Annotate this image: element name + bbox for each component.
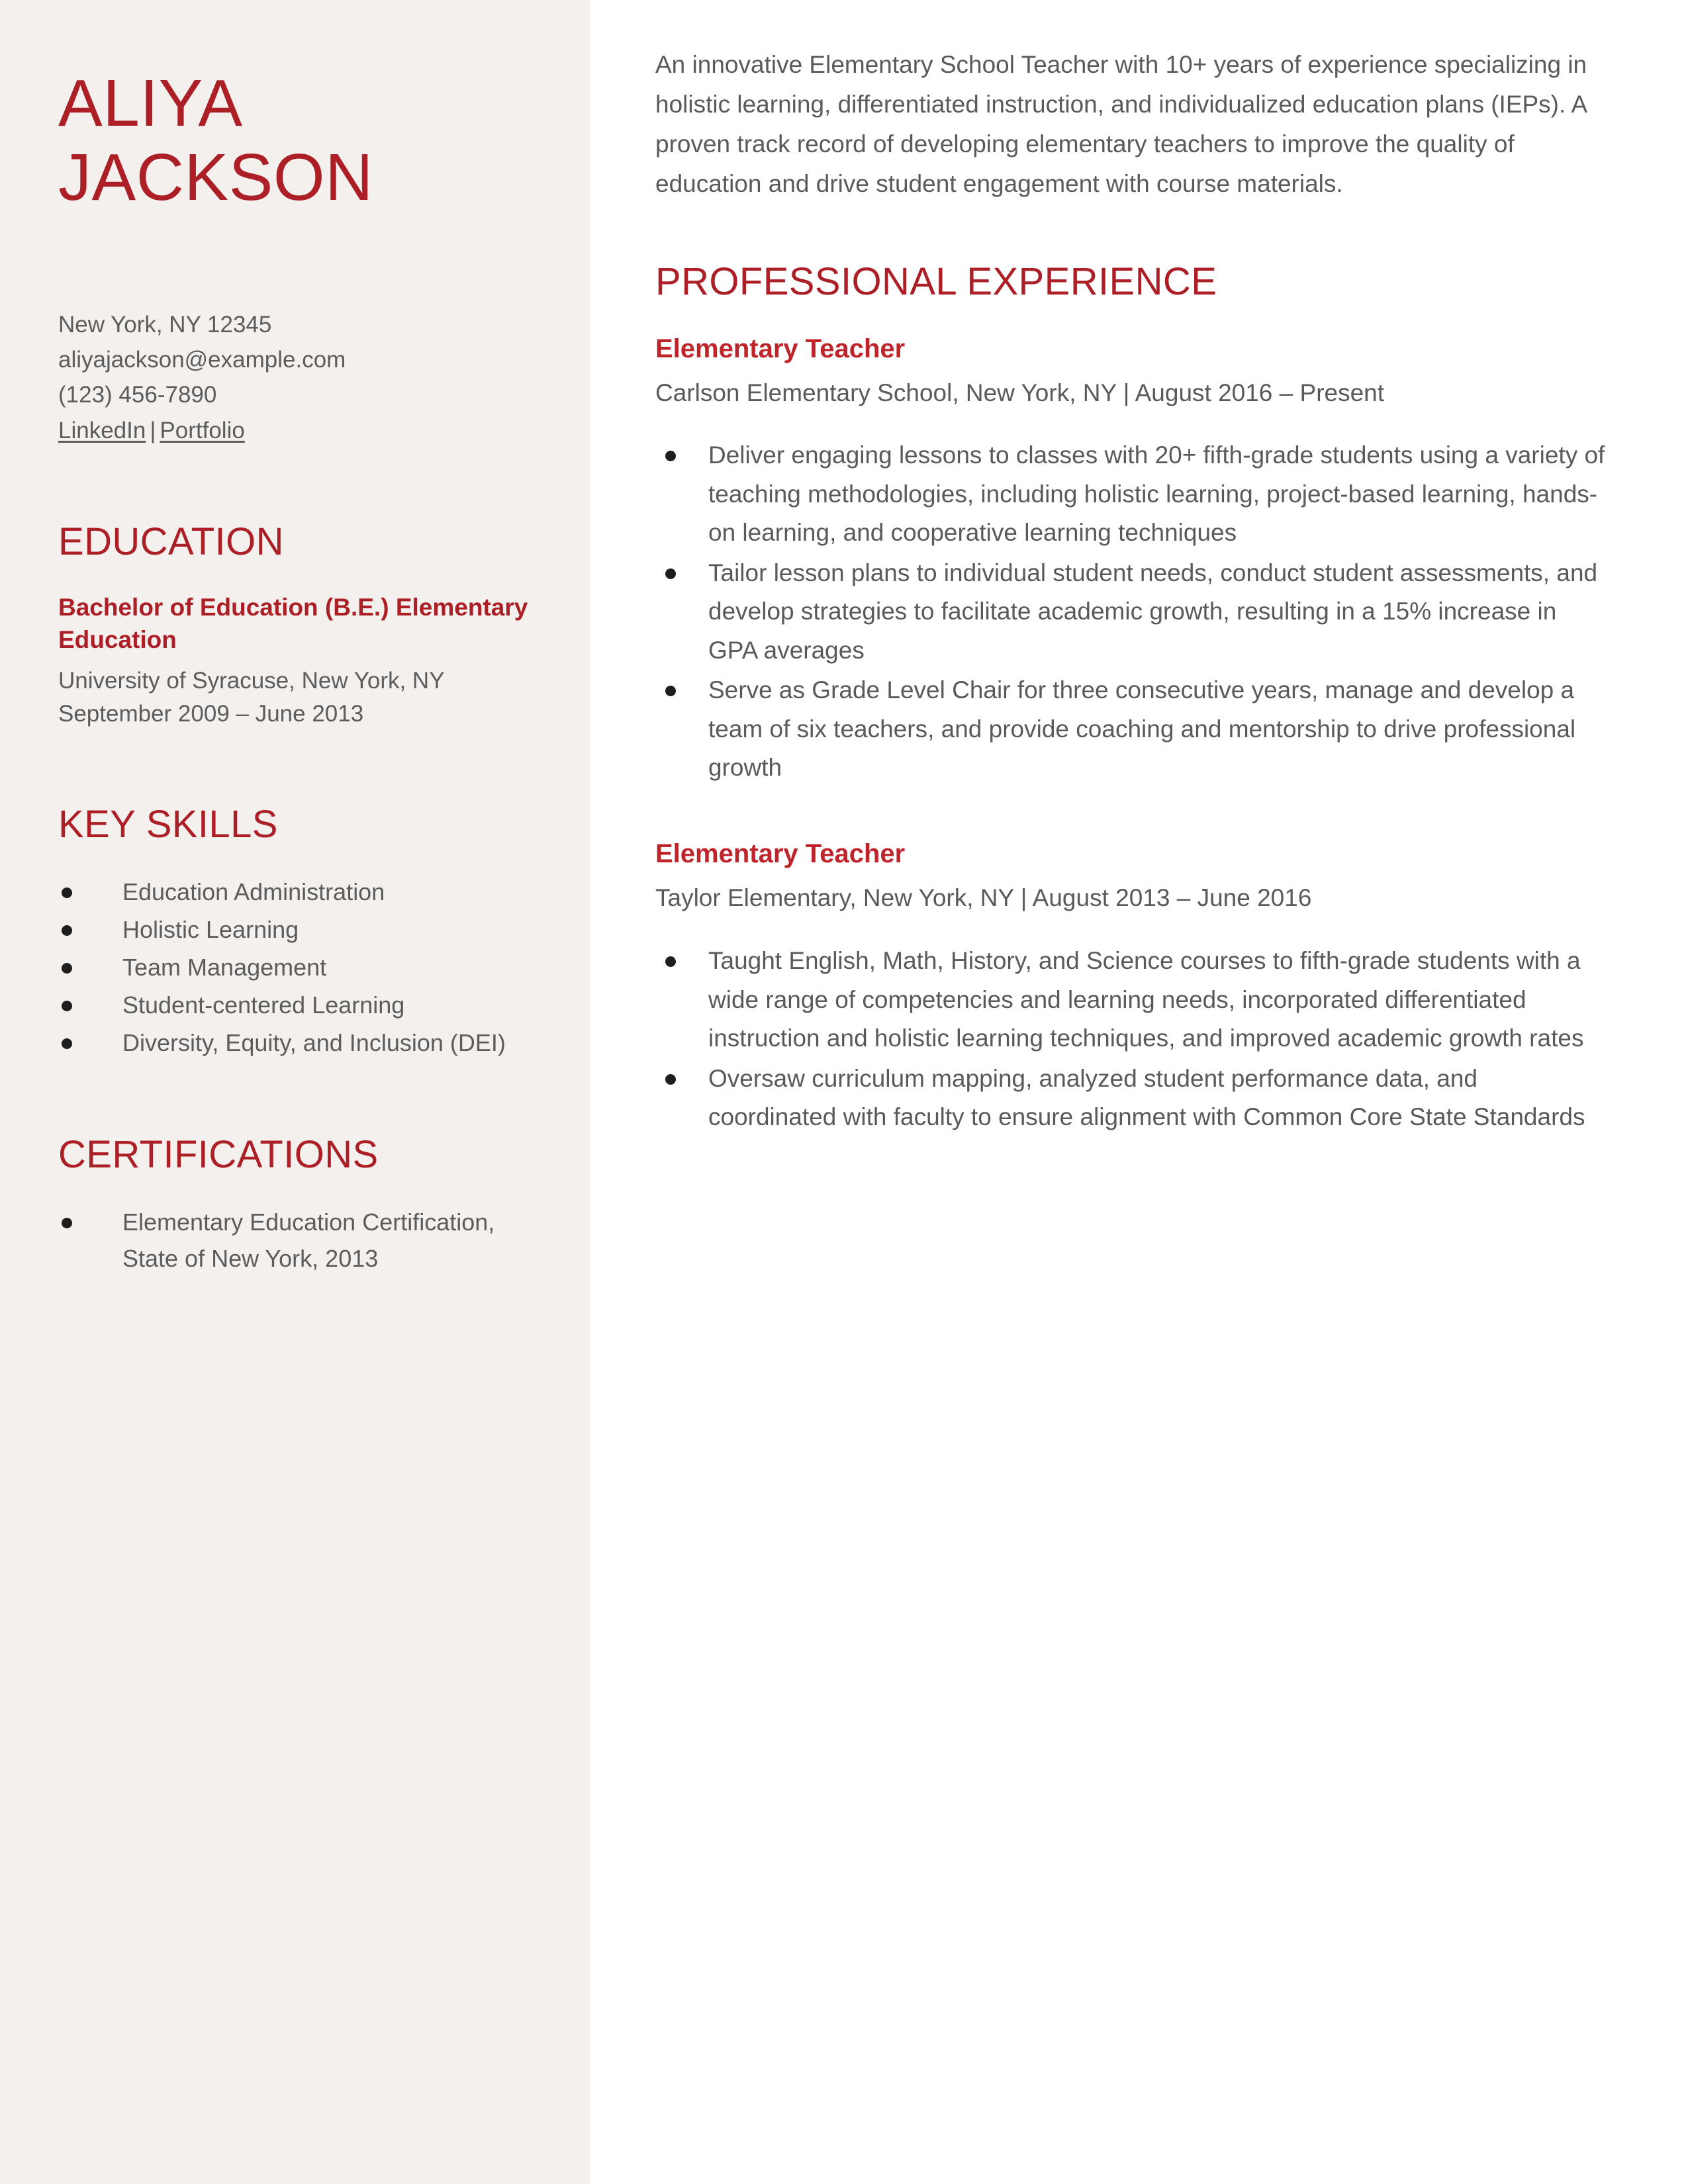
list-item: Student-centered Learning [58,987,532,1023]
link-separator: | [150,417,156,443]
education-entry [58,591,532,731]
contact-location: New York, NY 12345 [58,312,272,338]
job-meta: Taylor Elementary, New York, NY | August 2013 – June 2016 [655,884,1312,912]
key-skills-heading: KEY SKILLS [58,802,278,846]
experience-entry [655,837,1605,1136]
list-item: Elementary Education Certification, State of New York, 2013 [58,1204,532,1277]
list-item: Serve as Grade Level Chair for three consecutive years, manage and develop a team of six teachers, and provide coaching and mentorship to drive professional growth [655,671,1605,787]
list-item: Education Administration [58,874,532,910]
list-item: Taught English, Math, History, and Science courses to fifth-grade students with a wide range of competencies and learning needs, incorporated differentiated instruction and holistic learning techniques, and improved academic growth rates [655,942,1605,1058]
professional-experience-heading: PROFESSIONAL EXPERIENCE [655,259,1217,303]
job-bullet-list [655,436,1605,787]
list-item: Deliver engaging lessons to classes with 20+ fifth-grade students using a variety of teaching methodologies, including holistic learning, project-based learning, hands-on learning, and cooperative learning techniques [655,436,1605,552]
experience-entry [655,332,1605,788]
job-meta: Carlson Elementary School, New York, NY | August 2016 – Present [655,379,1385,406]
key-skills-list [58,874,532,1061]
education-school: University of Syracuse, New York, NY [58,668,445,694]
job-bullet-list [655,942,1605,1136]
professional-summary: An innovative Elementary School Teacher with 10+ years of experience specializing in holistic learning, differentiated instruction, and individualized education plans (IEPs). A proven track record of developing elementary teachers to improve the quality of education and drive student engagement with course materials. [655,51,1587,197]
list-item: Oversaw curriculum mapping, analyzed student performance data, and coordinated with faculty to ensure alignment with Common Core State Standards [655,1060,1605,1137]
portfolio-link[interactable]: Portfolio [160,417,245,443]
contact-block [58,307,532,448]
contact-phone: (123) 456-7890 [58,382,217,408]
list-item: Diversity, Equity, and Inclusion (DEI) [58,1024,532,1061]
list-item: Tailor lesson plans to individual student needs, conduct student assessments, and develop strategies to facilitate academic growth, resulting in a 15% increase in GPA averages [655,554,1605,670]
education-degree: Bachelor of Education (B.E.) Elementary Education [58,593,528,654]
certifications-heading: CERTIFICATIONS [58,1132,379,1176]
last-name: JACKSON [58,140,373,214]
certifications-list [58,1204,532,1277]
candidate-name [58,66,532,214]
main-column [590,0,1688,2184]
education-dates: September 2009 – June 2013 [58,701,364,727]
contact-email: aliyajackson@example.com [58,347,346,373]
sidebar [0,0,590,2184]
linkedin-link[interactable]: LinkedIn [58,417,146,443]
list-item: Team Management [58,949,532,985]
job-title: Elementary Teacher [655,334,906,363]
education-heading: EDUCATION [58,520,284,563]
contact-links [58,413,532,448]
list-item: Holistic Learning [58,911,532,948]
first-name: ALIYA [58,66,243,140]
job-title: Elementary Teacher [655,839,906,869]
